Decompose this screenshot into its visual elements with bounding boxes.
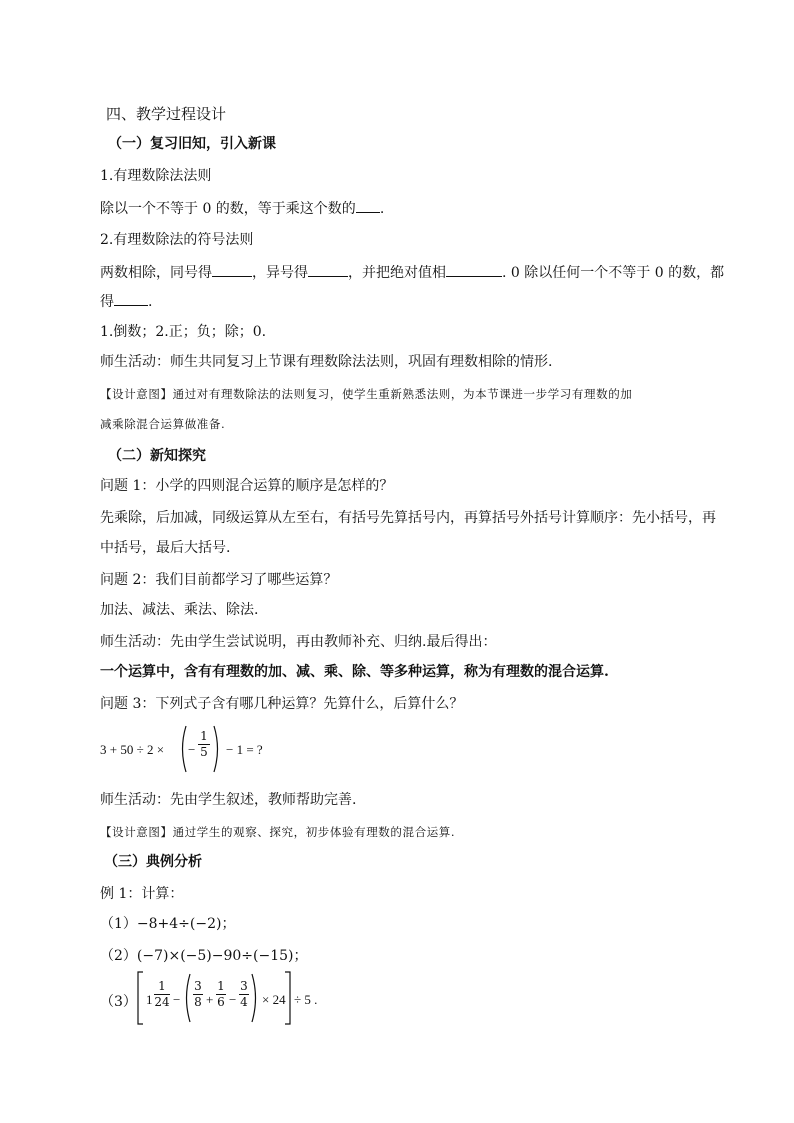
fraction-numerator: 3 [240, 979, 248, 993]
blank-line [446, 262, 502, 277]
right-paren-icon [212, 724, 222, 774]
blank-line [114, 291, 148, 306]
item1-text-main: 除以一个不等于 0 的数，等于乘这个数的 [100, 201, 356, 217]
left-paren-icon [178, 724, 188, 774]
example-part-2: （2）(−7)×(−5)−90÷(−15)； [100, 948, 308, 964]
item2-text-f: . [148, 294, 153, 310]
fraction-numerator: 1 [217, 979, 225, 993]
right-bracket-icon [284, 970, 292, 1026]
item1-text-end: . [379, 201, 385, 217]
fraction-one-fifth [198, 730, 210, 759]
answer-2: 加法、减法、乘法、除法. [100, 602, 259, 618]
answer-text: 1.倒数；2.正；负；除；0. [100, 324, 267, 340]
item2-text-line1 [100, 262, 724, 283]
item2-text-e: 得 [100, 294, 114, 310]
fraction-numerator: 1 [200, 729, 208, 743]
question-2: 问题 2：我们目前都学习了哪些运算？ [100, 572, 338, 588]
part1-heading: （一）复习旧知，引入新课 [108, 136, 276, 152]
example-part-1: （1）−8+4÷(−2)； [100, 916, 236, 932]
item2-text-a: 两数相除，同号得 [100, 265, 212, 281]
fraction-1-24 [154, 980, 170, 1009]
formula-right: − 1 = ? [226, 742, 263, 757]
left-bracket-icon [136, 970, 144, 1026]
right-paren-icon [250, 972, 260, 1024]
fraction-denominator: 4 [240, 995, 248, 1009]
example-3-label: （3） [100, 994, 137, 1010]
activity-text: 师生活动：师生共同复习上节课有理数除法法则，巩固有理数相除的情形. [100, 354, 553, 370]
item1-title: 1.有理数除法法则 [100, 168, 212, 184]
fraction-numerator: 1 [158, 979, 166, 993]
fraction-numerator: 3 [194, 979, 202, 993]
item2-text-d: . 0 除以任何一个不等于 0 的数，都 [502, 265, 725, 281]
blank-line [356, 198, 380, 213]
mixed-whole: 1 [146, 992, 153, 1007]
question-3: 问题 3：下列式子含有哪几种运算？先算什么，后算什么？ [100, 696, 464, 712]
op-minus: − [173, 992, 181, 1007]
formula-left: 3 + 50 ÷ 2 × [100, 742, 165, 757]
question-1: 问题 1：小学的四则混合运算的顺序是怎样的？ [100, 478, 394, 494]
fraction-denominator: 8 [194, 995, 202, 1009]
part2-heading: （二）新知探究 [108, 448, 206, 464]
fraction-1-6 [216, 980, 226, 1009]
item1-text [100, 198, 384, 219]
example-title: 例 1：计算： [100, 886, 184, 902]
op-plus: + [206, 992, 214, 1007]
definition-text: 一个运算中，含有有理数的加、减、乘、除、等多种运算，称为有理数的混合运算. [100, 664, 609, 680]
fraction-denominator: 5 [200, 745, 208, 759]
design-intent-line2: 减乘除混合运算做准备. [100, 417, 226, 431]
item2-text-b: ，异号得 [252, 265, 308, 281]
section-title: 四、教学过程设计 [106, 105, 227, 123]
fraction-3-8 [193, 980, 203, 1009]
blank-line [308, 262, 348, 277]
answer-1-line2: 中括号，最后大括号. [100, 540, 231, 556]
design-intent-2: 【设计意图】通过学生的观察、探究，初步体验有理数的混合运算. [100, 825, 456, 839]
op-div-5: ÷ 5 . [294, 992, 318, 1007]
blank-line [212, 262, 252, 277]
fraction-denominator: 6 [217, 995, 225, 1009]
fraction-3-4 [239, 980, 249, 1009]
item2-text-c: ，并把绝对值相 [348, 265, 446, 281]
design-intent-line1: 【设计意图】通过对有理数除法的法则复习，使学生重新熟悉法则，为本节课进一步学习有理数的加 [100, 387, 633, 401]
left-paren-icon [182, 972, 192, 1024]
answer-1-line1: 先乘除，后加减，同级运算从左至右，有括号先算括号内，再算括号外括号计算顺序：先小括号，再 [100, 510, 716, 526]
formula-minus: − [188, 742, 196, 757]
part3-heading: （三）典例分析 [104, 854, 202, 870]
item2-title: 2.有理数除法的符号法则 [100, 232, 254, 248]
op-times-24: × 24 [262, 992, 286, 1007]
activity-2: 师生活动：先由学生尝试说明，再由教师补充、归纳.最后得出： [100, 634, 497, 650]
op-minus-2: − [229, 992, 237, 1007]
activity-3: 师生活动：先由学生叙述，教师帮助完善. [100, 792, 357, 808]
item2-text-line2 [100, 291, 152, 312]
fraction-denominator: 24 [154, 995, 170, 1009]
